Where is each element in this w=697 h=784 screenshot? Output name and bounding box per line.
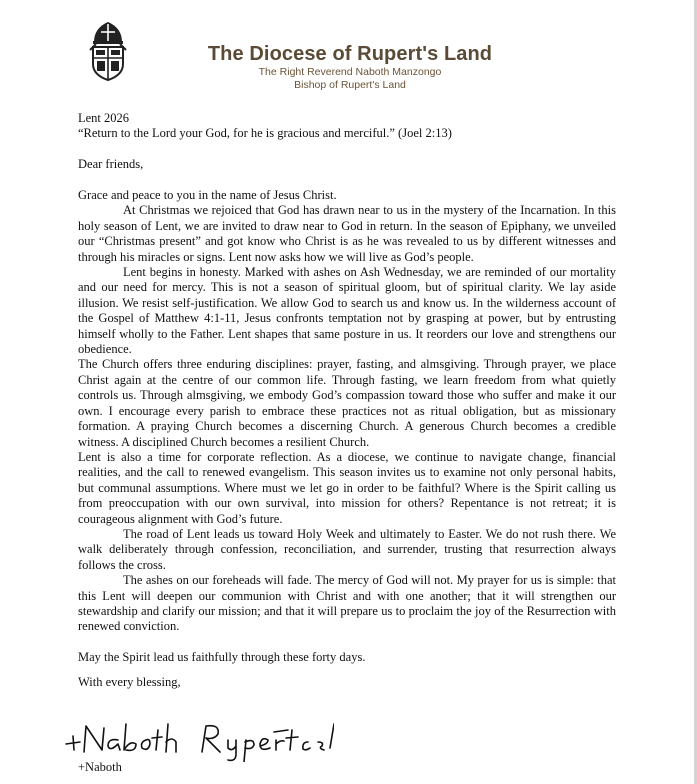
paragraph-ashes: The ashes on our foreheads will fade. The mercy of God will not. My prayer for us is simple: that this Lent will deepen our communion with Christ and with one another; that it will strengthen our stewardship and clarify our mission; and that it will prepare us to proclaim the joy of the Resurrection with renewed conviction. — [78, 573, 616, 634]
diocese-title: The Diocese of Rupert's Land — [207, 43, 493, 65]
letter-season: Lent 2026 — [78, 111, 130, 125]
paragraph-holy-week: The road of Lent leads us toward Holy Week and ultimately to Easter. We do not rush there. We walk deliberately through confession, reconciliation, and surrender, trusting that resurrection always follows the cross. — [78, 526, 616, 572]
letterhead — [200, 42, 500, 92]
letter-epigraph: “Return to the Lord your God, for he is gracious and merciful.” (Joel 2:13) — [78, 126, 452, 141]
paragraph-honesty: Lent begins in honesty. Marked with ashes on Ash Wednesday, we are reminded of our mortality and our need for mercy. This is not a season of spiritual gloom, but of spiritual clarity. We lay aside illusion. We resist self-justification. We allow God to search us and know us. In the wilderness account of the Gospel of Matthew 4:1-11, Jesus confronts temptation not by grasping at power, but by entrusting himself wholly to the Father. Lent shapes that same posture in us. It reorders our love and strengthens our obedience. — [78, 265, 616, 357]
salutation: Dear friends, — [78, 157, 144, 172]
signatory-name: +Naboth — [78, 760, 122, 774]
closing-line: With every blessing, — [78, 674, 181, 689]
blessing-line: May the Spirit lead us faithfully through these forty days. — [78, 650, 366, 665]
bishop-role: Bishop of Rupert's Land — [294, 79, 406, 91]
paragraph-disciplines: The Church offers three enduring disciplines: prayer, fasting, and almsgiving. Through prayer, we place Christ again at the centre of our common life. Through fasting, we learn freedom from what quietly controls us. Through almsgiving, we embody God’s compassion toward those who suffer and make it our own. I encourage every parish to embrace these practices not as ritual obligation, but as missionary formation. A praying Church becomes a discerning Church. A generous Church becomes a credible witness. A disciplined Church becomes a resilient Church. — [78, 357, 616, 449]
greeting-paragraph: Grace and peace to you in the name of Jesus Christ. — [78, 188, 337, 202]
diocese-crest-icon — [85, 20, 131, 82]
paragraph-christmas: At Christmas we rejoiced that God has drawn near to us in the mystery of the Incarnation. In this holy season of Lent, we are invited to draw near to God in return. In the season of Epiphany, we unveiled our “Christmas present” and got know who Christ is as he was revealed to us by different witnesses and through his miracles or signs. Lent now asks how we will live as God’s people. — [78, 203, 616, 264]
paragraph-corporate: Lent is also a time for corporate reflection. As a diocese, we continue to navigate change, financial realities, and the call to renewed evangelism. This season invites us to examine not only personal habits, but communal assumptions. Where must we let go in order to be faithful? Where is the Spirit calling us from preoccupation with our own survival, into mission for others? Repentance is not retreat; it is courageous alignment with God’s future. — [78, 449, 616, 526]
handwritten-signature — [62, 718, 334, 762]
bishop-name: The Right Reverend Naboth Manzongo — [258, 66, 442, 78]
letter-body — [78, 111, 616, 690]
